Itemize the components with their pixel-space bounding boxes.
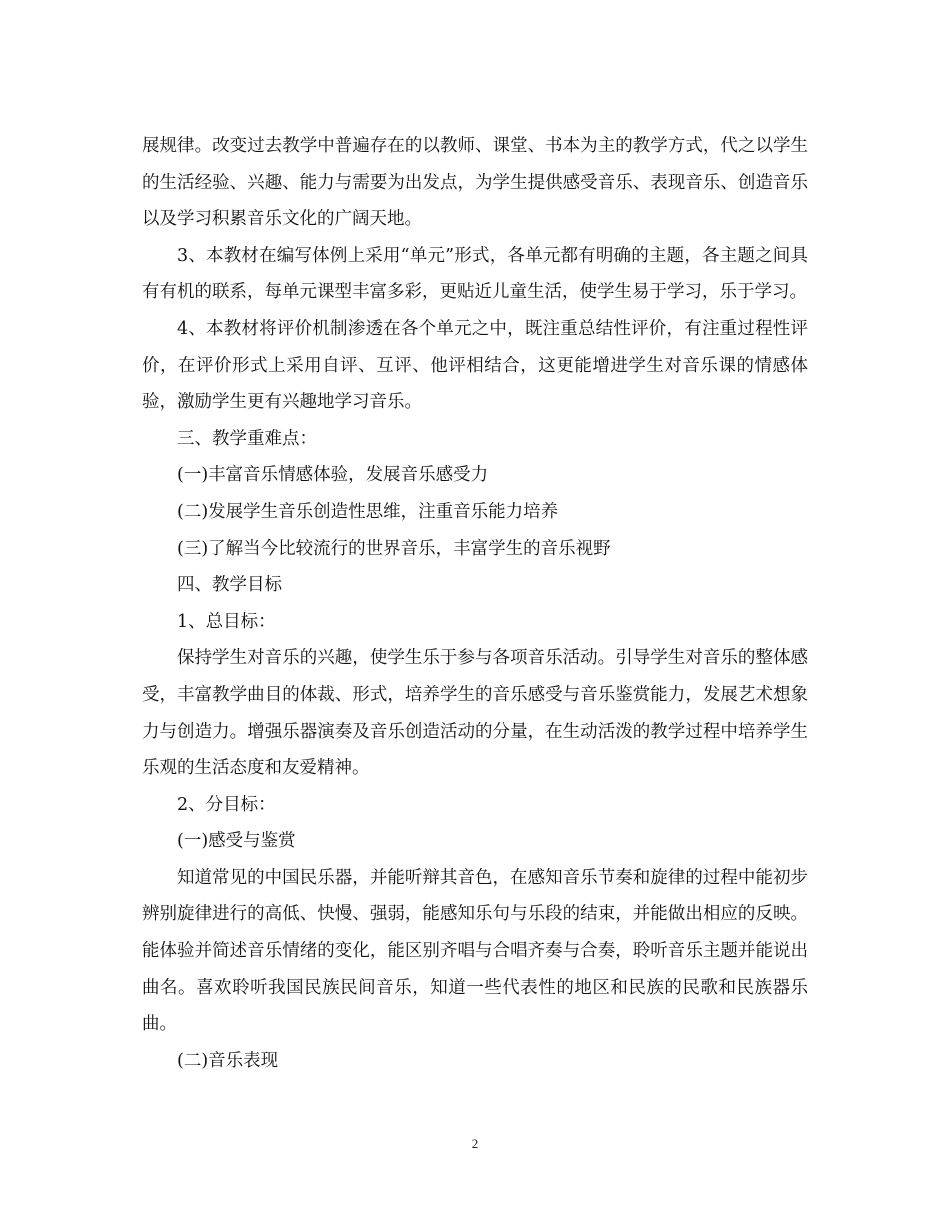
list-item: (一)感受与鉴赏 bbox=[177, 831, 296, 852]
subsection-heading: 1、总目标： bbox=[177, 611, 276, 632]
section-heading: 三、教学重难点： bbox=[177, 428, 317, 449]
paragraph: 展规律。改变过去教学中普遍存在的以教师、课堂、书本为主的教学方式，代之以学生的生活经验、兴趣、能力与需要为出发点，为学生提供感受音乐、表现音乐、创造音乐以及学习积累音乐文化的广阔天地。 bbox=[142, 136, 808, 230]
document-body bbox=[142, 128, 808, 1079]
page-number: 2 bbox=[471, 1136, 479, 1151]
paragraph: 4、本教材将评价机制渗透在各个单元之中，既注重总结性评价，有注重过程性评价，在评价形式上采用自评、互评、他评相结合，这更能增进学生对音乐课的情感体验，激励学生更有兴趣地学习音乐。 bbox=[142, 318, 808, 413]
paragraph: 知道常见的中国民乐器，并能听辩其音色，在感知音乐节奏和旋律的过程中能初步辨别旋律进行的高低、快慢、强弱，能感知乐句与乐段的结束，并能做出相应的反映。能体验并简述音乐情绪的变化，能区别齐唱与合唱齐奏与合奏，聆听音乐主题并能说出曲名。喜欢聆听我国民族民间音乐，知道一些代表性的地区和民族的民歌和民族器乐曲。 bbox=[142, 867, 808, 1035]
section-heading: 四、教学目标 bbox=[177, 575, 282, 596]
paragraph: 保持学生对音乐的兴趣，使学生乐于参与各项音乐活动。引导学生对音乐的整体感受，丰富教学曲目的体裁、形式，培养学生的音乐感受与音乐鉴赏能力，发展艺术想象力与创造力。增强乐器演奏及音乐创造活动的分量，在生动活泼的教学过程中培养学生乐观的生活态度和友爱精神。 bbox=[142, 648, 808, 779]
list-item: (一)丰富音乐情感体验，发展音乐感受力 bbox=[177, 465, 489, 486]
list-item: (二)发展学生音乐创造性思维，注重音乐能力培养 bbox=[177, 501, 559, 522]
list-item: (三)了解当今比较流行的世界音乐，丰富学生的音乐视野 bbox=[177, 538, 611, 559]
list-item: (二)音乐表现 bbox=[177, 1050, 279, 1071]
subsection-heading: 2、分目标： bbox=[177, 794, 276, 815]
paragraph: 3、本教材在编写体例上采用“单元”形式，各单元都有明确的主题，各主题之间具有有机的联系，每单元课型丰富多彩，更贴近儿童生活，使学生易于学习，乐于学习。 bbox=[142, 245, 808, 303]
